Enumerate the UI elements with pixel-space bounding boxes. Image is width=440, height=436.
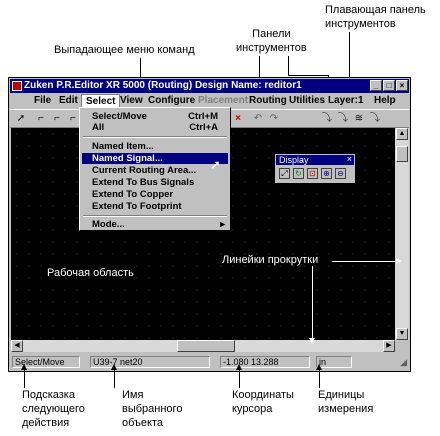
annotation-toolbars: Панели инструментов (236, 28, 307, 54)
menu-item-select-move[interactable]: Select/Move Ctrl+M (92, 111, 218, 122)
pointer-coords-arrowhead (236, 364, 242, 370)
pointer-toolbars-b2 (288, 75, 328, 76)
zoom-window-icon[interactable]: ⊡ (307, 168, 318, 179)
menu-item-all[interactable]: All Ctrl+A (92, 122, 218, 133)
menu-item-current-routing-area[interactable]: Current Routing Area... (92, 165, 197, 176)
minimize-button[interactable]: _ (370, 80, 382, 91)
route-icon[interactable]: ⌐ (70, 113, 76, 124)
status-cursor-coords: -1.080 13.288 (220, 356, 310, 368)
status-bar (10, 354, 409, 370)
zoom-out-icon[interactable]: ⊖ (335, 168, 346, 179)
menu-configure[interactable]: Configure (148, 95, 196, 106)
redraw-icon[interactable]: ↻ (293, 168, 304, 179)
route-segment-icon[interactable]: ⤵ (338, 113, 348, 124)
vertical-scroll-thumb[interactable] (396, 146, 408, 162)
display-floating-toolbar (274, 153, 356, 184)
menu-placement[interactable]: Placement (198, 95, 249, 106)
maximize-button[interactable]: □ (383, 80, 395, 91)
submenu-arrow-icon: ▸ (220, 219, 225, 230)
window-title: Zuken P.R.Editor XR 5000 (Routing) Design Name: reditor1 (24, 80, 302, 91)
select-dropdown-menu (79, 107, 231, 231)
annotation-floating-toolbar: Плавающая панель инструментов (325, 4, 426, 30)
pointer-hint (24, 368, 25, 388)
menu-item-extend-to-footprint[interactable]: Extend To Footprint (92, 201, 182, 212)
menu-separator (83, 215, 227, 217)
route-segment-icon[interactable]: ⤵ (370, 113, 380, 124)
pointer-units (319, 368, 320, 388)
status-selected-object: U39-7 net20 (90, 356, 210, 368)
horizontal-scrollbar[interactable] (11, 340, 395, 352)
menu-view[interactable]: View (120, 95, 143, 106)
resize-grip-icon[interactable]: ◢ (400, 357, 407, 367)
menu-item-mode[interactable]: Mode... ▸ (92, 219, 225, 230)
menu-edit[interactable]: Edit (59, 95, 78, 106)
status-units: in (316, 356, 352, 368)
zoom-fit-icon[interactable]: ⤢ (279, 168, 290, 179)
route-segment-icon[interactable]: ⤵ (322, 113, 332, 124)
menu-bar (10, 94, 409, 108)
annotation-selected-object: Имя выбранного объекта (122, 389, 183, 429)
scroll-up-button[interactable]: ▲ (396, 128, 408, 140)
route-icon[interactable]: ⌐ (54, 113, 60, 124)
app-icon (12, 81, 22, 91)
annotation-next-action-hint: Подсказка следующего действия (22, 389, 85, 429)
pointer-scrollbars-v (312, 266, 313, 340)
title-bar (10, 79, 409, 93)
menu-select[interactable]: Select (81, 94, 120, 109)
close-button[interactable]: × (396, 80, 408, 91)
display-panel-close-button[interactable]: × (346, 154, 352, 164)
mouse-cursor-icon: ➚ (210, 157, 221, 172)
scroll-down-button[interactable]: ▼ (396, 328, 408, 340)
display-panel-title: Display (276, 155, 354, 165)
scroll-right-button[interactable]: ▶ (383, 340, 395, 352)
menu-separator (83, 136, 227, 138)
menu-item-named-item[interactable]: Named Item... (92, 141, 154, 152)
undo-icon[interactable]: ↶ (253, 113, 263, 124)
menu-item-named-signal[interactable]: Named Signal... (82, 153, 228, 164)
scroll-left-button[interactable]: ◀ (11, 340, 23, 352)
annotation-scrollbars: Линейки прокрутки (222, 254, 319, 266)
delete-icon[interactable]: × (235, 113, 241, 124)
menu-item-extend-to-copper[interactable]: Extend To Copper (92, 189, 174, 200)
redo-icon[interactable]: ↷ (269, 113, 279, 124)
pointer-object-arrowhead (111, 364, 117, 370)
pointer-toolbars-b (288, 56, 289, 76)
pointer-scrollbars-v-arrowhead (309, 338, 315, 344)
route-icon[interactable]: ⌐ (38, 113, 44, 124)
annotation-work-area: Рабочая область (47, 267, 134, 279)
pointer-units-arrowhead (316, 364, 322, 370)
select-arrow-icon[interactable]: ➚ (16, 113, 26, 124)
menu-layer[interactable]: Layer:1 (328, 95, 364, 106)
menu-help[interactable]: Help (374, 95, 396, 106)
status-hint: Select/Move (12, 356, 80, 368)
pointer-hint-arrowhead (21, 364, 27, 370)
vertical-scrollbar[interactable] (395, 128, 409, 340)
pointer-object (114, 368, 115, 388)
annotation-cursor-coords: Координаты курсора (232, 389, 294, 415)
menu-item-extend-to-bus-signals[interactable]: Extend To Bus Signals (92, 177, 195, 188)
menu-routing[interactable]: Routing (249, 95, 287, 106)
pointer-coords (239, 368, 240, 388)
menu-utilities[interactable]: Utilities (289, 95, 326, 106)
annotation-dropdown-menu: Выпадающее меню команд (54, 44, 195, 56)
annotation-units: Единицы измерения (318, 389, 374, 415)
zoom-in-icon[interactable]: ⊕ (321, 168, 332, 179)
pointer-scrollbars-h (332, 261, 396, 262)
horizontal-scroll-thumb[interactable] (177, 340, 235, 352)
pointer-scrollbars-h-arrowhead (396, 258, 402, 264)
bus-route-icon[interactable]: ≋ (354, 113, 364, 124)
menu-file[interactable]: File (34, 95, 52, 106)
